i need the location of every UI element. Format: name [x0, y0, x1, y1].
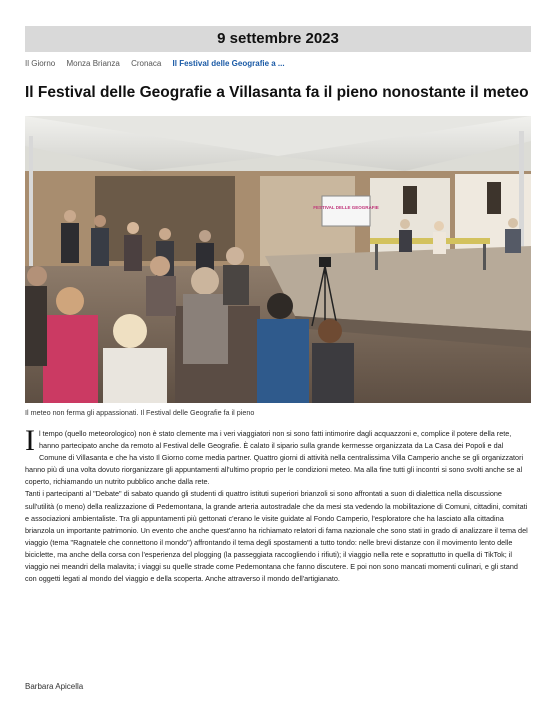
- image-caption: Il meteo non ferma gli appassionati. Il Festival delle Geografie fa il pieno: [25, 408, 255, 417]
- article-body: [25, 424, 530, 585]
- festival-photo-illustration: [25, 116, 531, 403]
- breadcrumb-item-current[interactable]: Il Festival delle Geografie a ...: [172, 59, 285, 68]
- article-paragraph-2: Tanti i partecipanti al "Debate" di sabato quando gli studenti di quattro istituti superiori brianzoli si sono affrontati a suon di dialettica nella discussione sull'utilità (o meno) della realizzazione di Pedemontana, la grande arteria autostradale che da mesi sta vedendo la mobilitazione di Comuni, cittadini, comitati e associazioni ambientaliste. Tra gli appuntamenti più gettonati c'erano le visite guidate al Fondo Camperio, l'esploratore che ha lasciato alla cittadina brianzola un importante patrimonio. Un evento che anche quest'anno ha richiamato relatori di fama nazionale che sono stati in grado di analizzare il tema del viaggio (tema "Ragnatele che connettono il mondo") affrontando il tema degli spostamenti a tutto tondo: nelle brevi distanze con il movimento lento delle biciclette, ma anche della corsa con l'esperienza del plogging (la passeggiata raccogliendo i rifiuti); il viaggio nella rete e soprattutto in quella di TikTok; il viaggio nei meandri della malavita; i viaggi su quelle strade come Pedemontana che fanno discutere. E poi non sono mancati momenti culinari, e gli stand con oggetti legati al mondo del viaggio e della scoperta. Anche attraverso il mondo dell'artigianato.: [25, 489, 528, 584]
- projector-screen-text: FESTIVAL DELLE GEOGRAFIE: [313, 205, 379, 210]
- author-name: Barbara Apicella: [25, 682, 84, 691]
- paragraph-1-text: l tempo (quello meteorologico) non è stato clemente ma i veri viaggiatori non si sono fatti intimorire dagli acquazzoni e, complice il potere della rete, hanno partecipato anche da remoto al Festival delle Geografie. È calato il sipario sulla grande kermesse organizzata da La Casa dei Popoli e dal Comune di Villasanta e che ha visto Il Giorno come media partner. Quattro giorni di attività nella centralissima Villa Camperio anche se gli organizzatori hanno più di una volta dovuto riorganizzare gli appuntamenti all'ultimo proprio per le condizioni meteo. Ma alla fine tutti gli incontri si sono svolti anche se al coperto, richiamando un nutrito pubblico anche dalla rete.: [25, 429, 524, 487]
- date-banner: 9 settembre 2023: [25, 26, 531, 52]
- article-title: Il Festival delle Geografie a Villasanta fa il pieno nonostante il meteo: [25, 84, 529, 101]
- breadcrumb-item-il-giorno[interactable]: Il Giorno: [25, 59, 56, 68]
- drop-cap: I: [25, 424, 35, 457]
- article-paragraph-1: [25, 424, 530, 488]
- breadcrumb-item-monza-brianza[interactable]: Monza Brianza: [66, 59, 120, 68]
- breadcrumb-item-cronaca[interactable]: Cronaca: [131, 59, 162, 68]
- breadcrumb: [25, 59, 531, 73]
- article-photo: [25, 116, 531, 403]
